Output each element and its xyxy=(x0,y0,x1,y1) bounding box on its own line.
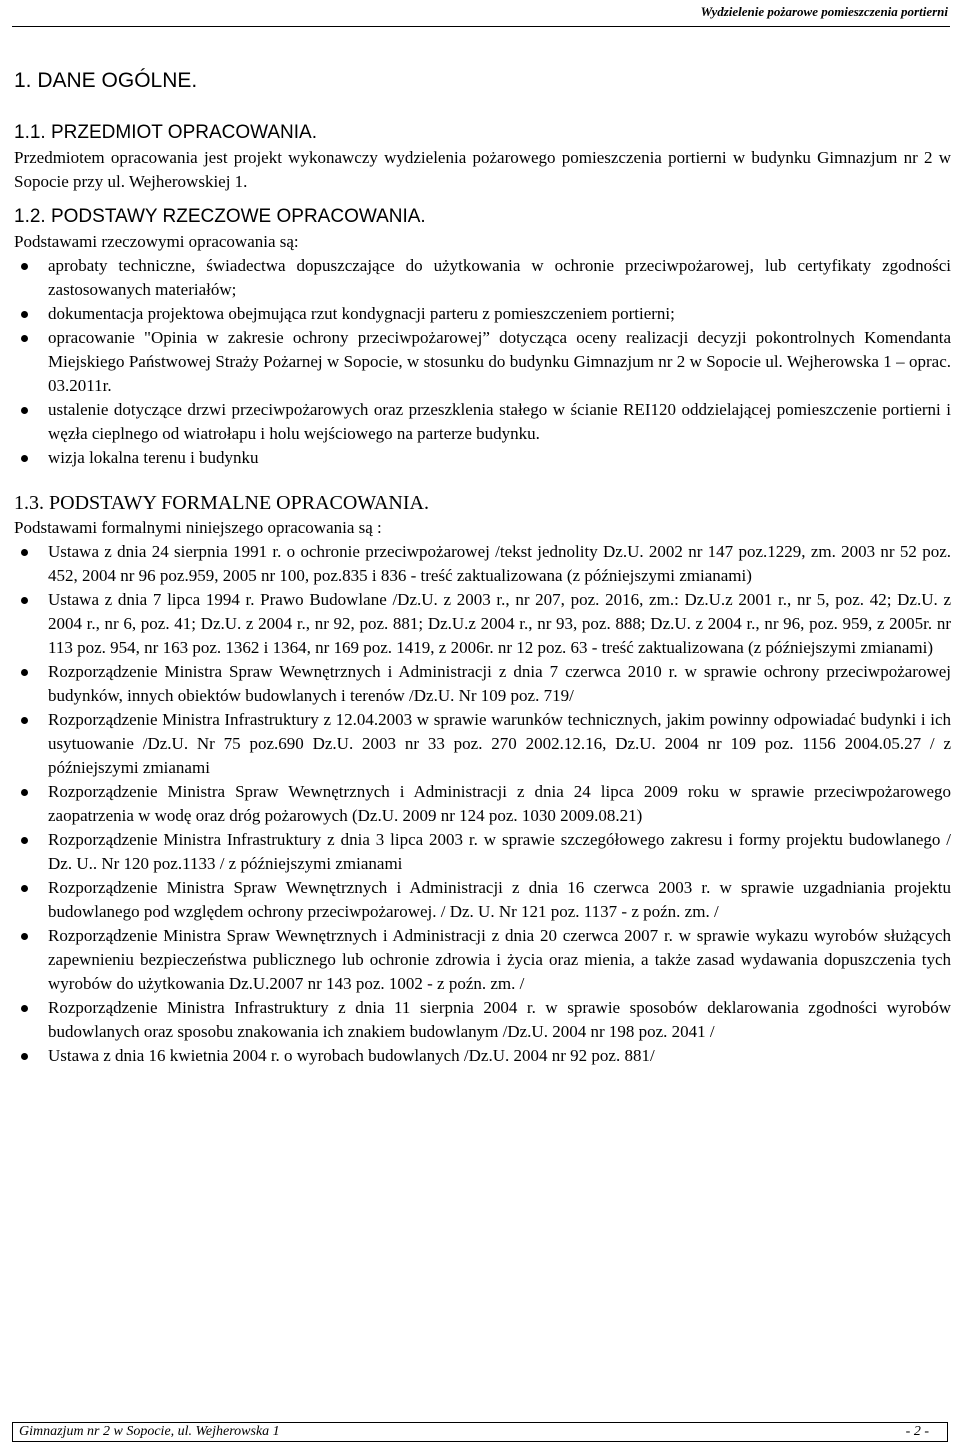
section-1-2-heading: 1.2. PODSTAWY RZECZOWE OPRACOWANIA. xyxy=(14,206,426,227)
header-divider xyxy=(12,26,950,27)
list-item: aprobaty techniczne, świadectwa dopuszczające do użytkowania w ochronie przeciwpożarowej, lub certyfikaty zgodności zastosowanych materiałów; xyxy=(14,254,951,302)
list-item: Ustawa z dnia 24 sierpnia 1991 r. o ochronie przeciwpożarowej /tekst jednolity Dz.U. 2002 nr 147 poz.1229, zm. 2003 nr 52 poz. 452, 2004 nr 96 poz.959, 2005 nr 100, poz.835 i 836 - treść zaktualizowana (z późniejszymi zmianami) xyxy=(14,540,951,588)
section-1-2-list xyxy=(14,254,951,470)
list-item: opracowanie "Opinia w zakresie ochrony przeciwpożarowej” dotycząca oceny realizacji decyzji pokontrolnych Komendanta Miejskiego Państwowej Straży Pożarnej w Sopocie, w stosunku do budynku Gimnazjum nr 2 w Sopocie ul. Wejherowska 1 – oprac. 03.2011r. xyxy=(14,326,951,398)
document-body xyxy=(14,66,951,1068)
list-item: Rozporządzenie Ministra Spraw Wewnętrznych i Administracji z dnia 7 czerwca 2010 r. w sprawie ochrony przeciwpożarowej budynków, innych obiektów budowlanych i terenów /Dz.U. Nr 109 poz. 719/ xyxy=(14,660,951,708)
page-number: - 2 - xyxy=(905,1424,929,1439)
list-item: Ustawa z dnia 16 kwietnia 2004 r. o wyrobach budowlanych /Dz.U. 2004 nr 92 poz. 881/ xyxy=(14,1044,951,1068)
list-item: wizja lokalna terenu i budynku xyxy=(14,446,951,470)
list-item: Rozporządzenie Ministra Infrastruktury z dnia 11 sierpnia 2004 r. w sprawie sposobów deklarowania zgodności wyrobów budowlanych oraz sposobu znakowania ich znakiem budowlanym /Dz.U. 2004 nr 198 poz. 2041 / xyxy=(14,996,951,1044)
section-1-3-heading: 1.3. PODSTAWY FORMALNE OPRACOWANIA. xyxy=(14,492,429,514)
list-item: Rozporządzenie Ministra Spraw Wewnętrznych i Administracji z dnia 24 lipca 2009 roku w sprawie przeciwpożarowego zaopatrzenia w wodę oraz dróg pożarowych (Dz.U. 2009 nr 124 poz. 1030 2009.08.21) xyxy=(14,780,951,828)
list-item: ustalenie dotyczące drzwi przeciwpożarowych oraz przeszklenia stałego w ścianie REI120 oddzielającej pomieszczenie portierni i węzła cieplnego od wiatrołapu i holu wejściowego na parterze budynku. xyxy=(14,398,951,446)
footer-address: Gimnazjum nr 2 w Sopocie, ul. Wejherowska 1 xyxy=(19,1424,280,1439)
page-header-title: Wydzielenie pożarowe pomieszczenia portierni xyxy=(700,4,948,19)
list-item: Rozporządzenie Ministra Spraw Wewnętrznych i Administracji z dnia 16 czerwca 2003 r. w sprawie uzgadniania projektu budowlanego pod względem ochrony przeciwpożarowej. / Dz. U. Nr 121 poz. 1137 - z poźn. zm. / xyxy=(14,876,951,924)
list-item: Ustawa z dnia 7 lipca 1994 r. Prawo Budowlane /Dz.U. z 2003 r., nr 207, poz. 2016, zm.: Dz.U.z 2001 r., nr 5, poz. 42; Dz.U. z 2004 r., nr 6, poz. 41; Dz.U. z 2004 r., nr 92, poz. 881; Dz.U.z 2004 r., nr 93, poz. 888; Dz.U. z 2004 r., nr 96, poz. 959, z 2005r. nr 113 poz. 954, nr 163 poz. 1362 i 1364, nr 169 poz. 1419, z 2006r. nr 12 poz. 63 - treść zaktualizowana (z późniejszymi zmianami) xyxy=(14,588,951,660)
section-1-1-heading: 1.1. PRZEDMIOT OPRACOWANIA. xyxy=(14,122,317,143)
section-1-heading: 1. DANE OGÓLNE. xyxy=(14,69,198,92)
list-item: Rozporządzenie Ministra Spraw Wewnętrznych i Administracji z dnia 20 czerwca 2007 r. w sprawie wykazu wyrobów służących zapewnieniu bezpieczeństwa publicznego lub ochronie zdrowia i życia oraz mienia, a także zasad wydawania dopuszczenia tych wyrobów do użytkowania Dz.U.2007 nr 143 poz. 1002 - z poźn. zm. / xyxy=(14,924,951,996)
section-1-1-text: Przedmiotem opracowania jest projekt wykonawczy wydzielenia pożarowego pomieszczenia portierni w budynku Gimnazjum nr 2 w Sopocie przy ul. Wejherowskiej 1. xyxy=(14,148,951,191)
section-1-3-intro: Podstawami formalnymi niniejszego opracowania są : xyxy=(14,518,382,537)
list-item: Rozporządzenie Ministra Infrastruktury z 12.04.2003 w sprawie warunków technicznych, jakim powinny odpowiadać budynki i ich usytuowanie /Dz.U. Nr 75 poz.690 Dz.U. 2003 nr 33 poz. 270 2002.12.16, Dz.U. 2004 nr 109 poz. 1156 2004.05.27 / z późniejszymi zmianami xyxy=(14,708,951,780)
section-1-3-list xyxy=(14,540,951,1068)
list-item: dokumentacja projektowa obejmująca rzut kondygnacji parteru z pomieszczeniem portierni; xyxy=(14,302,951,326)
list-item: Rozporządzenie Ministra Infrastruktury z dnia 3 lipca 2003 r. w sprawie szczegółowego zakresu i formy projektu budowlanego / Dz. U.. Nr 120 poz.1133 / z późniejszymi zmianami xyxy=(14,828,951,876)
page-footer xyxy=(12,1422,948,1442)
section-1-2-intro: Podstawami rzeczowymi opracowania są: xyxy=(14,232,299,251)
